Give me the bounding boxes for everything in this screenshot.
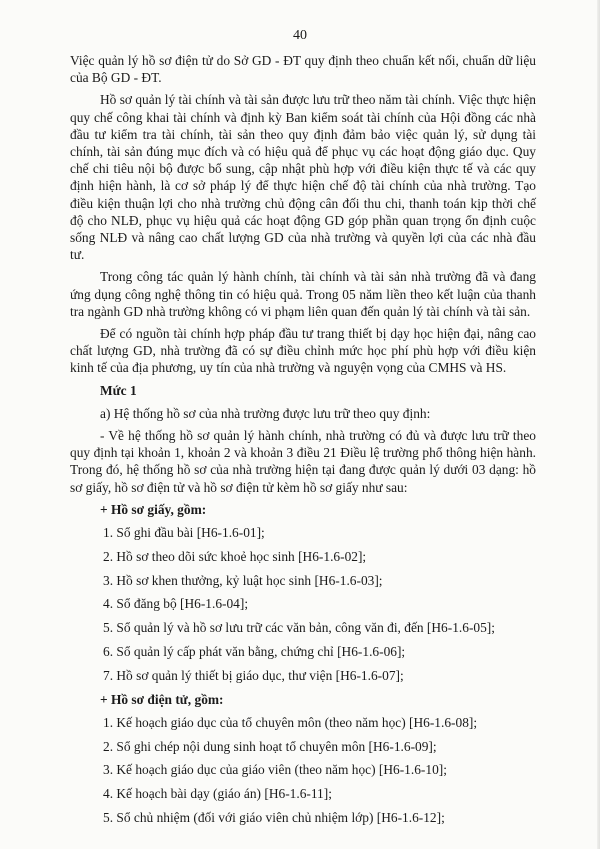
- list-item: 2. Sổ ghi chép nội dung sinh hoạt tổ chuyên môn [H6-1.6-09];: [103, 738, 437, 754]
- paper-records-heading: + Hồ sơ giấy, gồm:: [100, 501, 207, 517]
- list-item: 5. Sổ quản lý và hồ sơ lưu trữ các văn bản, công văn đi, đến [H6-1.6-05];: [103, 620, 495, 636]
- list-item: 1. Sổ ghi đầu bài [H6-1.6-01];: [103, 525, 265, 541]
- page-body: [70, 52, 536, 833]
- paper-records-list: [70, 524, 536, 684]
- page-number: 40: [293, 28, 307, 43]
- list-item: 3. Kế hoạch giáo dục của giáo viên (theo năm học) [H6-1.6-10];: [103, 762, 447, 778]
- level-heading: Mức 1: [100, 382, 137, 398]
- list-item: 7. Hồ sơ quản lý thiết bị giáo dục, thư viện [H6-1.6-07];: [103, 667, 404, 683]
- list-item: 6. Sổ quản lý cấp phát văn bằng, chứng chỉ [H6-1.6-06];: [103, 644, 406, 660]
- electronic-records-list: [70, 714, 536, 826]
- paragraph-it-application: Trong công tác quản lý hành chính, tài chính và tài sản nhà trường đã và đang ứng dụng công nghệ thông tin có hiệu quả. Trong 05 năm liền theo kết luận của thanh tra ngành GD nhà trường không có vi phạm liên quan đến quản lý tài chính và tài sản.: [70, 269, 536, 319]
- list-item: 5. Sổ chủ nhiệm (đối với giáo viên chủ nhiệm lớp) [H6-1.6-12];: [103, 810, 445, 826]
- paragraph-electronic-records: Việc quản lý hồ sơ điện tử do Sở GD - ĐT quy định theo chuẩn kết nối, chuẩn dữ liệu của Bộ GD - ĐT.: [70, 53, 536, 86]
- criterion-a: a) Hệ thống hồ sơ của nhà trường được lưu trữ theo quy định:: [100, 405, 431, 421]
- list-item: 1. Kế hoạch giáo dục của tổ chuyên môn (theo năm học) [H6-1.6-08];: [103, 714, 478, 730]
- list-item: 4. Kế hoạch bài dạy (giáo án) [H6-1.6-11];: [103, 786, 332, 802]
- list-item: 2. Hồ sơ theo dõi sức khoẻ học sinh [H6-1.6-02];: [103, 548, 367, 564]
- criterion-a-detail: - Về hệ thống hồ sơ quản lý hành chính, nhà trường có đủ và được lưu trữ theo quy định tại khoản 1, khoản 2 và khoản 3 điều 21 Điều lệ trường phổ thông hiện hành. Trong đó, hệ thống hồ sơ của nhà trường hiện tại đang được quản lý dưới 03 dạng: hồ sơ giấy, hồ sơ điện tử và hồ sơ điện tử kèm hồ sơ giấy như sau:: [70, 428, 536, 495]
- paragraph-tuition: Để có nguồn tài chính hợp pháp đầu tư trang thiết bị dạy học hiện đại, nâng cao chất lượng GD, nhà trường đã có sự điều chỉnh mức học phí phù hợp với điều kiện kinh tế của địa phương, uy tín của nhà trường và nguyện vọng của CMHS và HS.: [70, 326, 536, 376]
- list-item: 4. Sổ đăng bộ [H6-1.6-04];: [103, 596, 249, 612]
- list-item: 3. Hồ sơ khen thưởng, kỷ luật học sinh [H6-1.6-03];: [103, 572, 383, 588]
- electronic-records-heading: + Hồ sơ điện tử, gồm:: [100, 691, 224, 707]
- paragraph-finance-records: Hồ sơ quản lý tài chính và tài sản được lưu trữ theo năm tài chính. Việc thực hiện quy chế công khai tài chính và định kỳ Ban kiểm soát tài chính của Hội đồng các nhà đầu tư kiểm tra tài chính, tài sản theo quy định đảm bảo việc quản lý, sử dụng tài chính, tài sản đúng mục đích và có hiệu quả để phục vụ các hoạt động giáo dục. Quy chế chi tiêu nội bộ được bổ sung, cập nhật phù hợp với điều kiện thực tế và các quy định hiện hành, là cơ sở pháp lý để thực hiện chế độ tài chính của nhà trường. Tạo điều kiện thuận lợi cho nhà trường chủ động cân đối thu chi, thanh toán kịp thời chế độ cho NLĐ, phục vụ hiệu quả các hoạt động GD góp phần quan trọng ổn định cuộc sống NLĐ và nâng cao chất lượng GD của nhà trường và quyền lợi của các nhà đầu tư.: [70, 92, 536, 263]
